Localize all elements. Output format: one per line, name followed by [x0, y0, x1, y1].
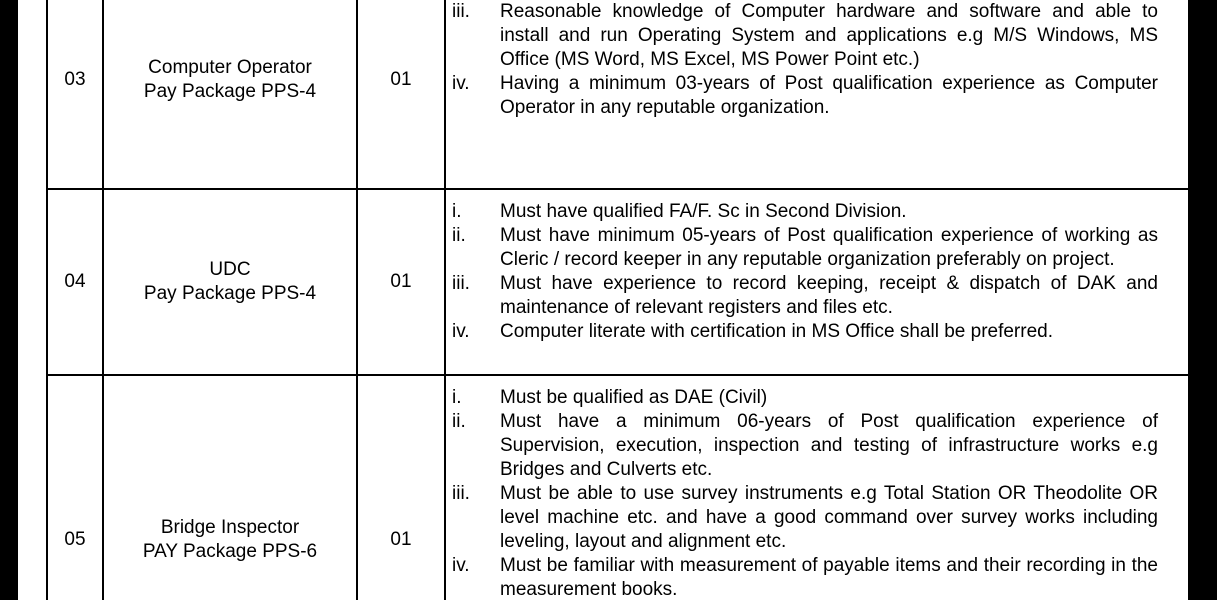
post-title: UDC	[209, 259, 251, 280]
item-number: i.	[452, 201, 462, 222]
item-text: Must have qualified FA/F. Sc in Second Division.	[500, 201, 907, 222]
job-requirements-table	[46, 0, 1188, 600]
list-item	[452, 410, 1158, 482]
list-item	[452, 482, 1158, 554]
requirements-cell	[445, 189, 1188, 375]
item-number: iv.	[452, 321, 470, 342]
item-text: Reasonable knowledge of Computer hardware and software and able to install and run Operating System and applications e.g M/S Windows, MS Office (MS Word, MS Excel, MS Power Point etc.)	[500, 1, 1158, 70]
document-page	[18, 0, 1188, 600]
item-text: Computer literate with certification in MS Office shall be preferred.	[500, 321, 1053, 342]
list-item	[452, 554, 1158, 600]
item-text: Having a minimum 03-years of Post qualification experience as Computer Operator in any reputable organization.	[500, 73, 1158, 118]
item-text: Must have a minimum 06-years of Post qualification experience of Supervision, execution, inspection and testing of infrastructure works e.g Bridges and Culverts etc.	[500, 411, 1158, 480]
table-row	[47, 375, 1188, 600]
item-number: iii.	[452, 483, 470, 504]
list-item	[452, 0, 1158, 72]
item-text: Must be able to use survey instruments e.g Total Station OR Theodolite OR level machine etc. and have a good command over survey works including leveling, layout and alignment etc.	[500, 483, 1158, 552]
post-cell	[103, 189, 357, 375]
list-item	[452, 272, 1158, 320]
pay-package: PAY Package PPS-6	[142, 541, 318, 562]
serial-number: 05	[47, 375, 103, 600]
item-text: Must be familiar with measurement of payable items and their recording in the measurement books.	[500, 555, 1158, 600]
serial-number: 04	[47, 189, 103, 375]
post-count: 01	[357, 0, 445, 189]
post-count: 01	[357, 189, 445, 375]
post-title: Computer Operator	[148, 57, 312, 78]
item-number: iii.	[452, 273, 470, 294]
requirements-cell	[445, 375, 1188, 600]
table-row	[47, 0, 1188, 189]
item-text: Must have minimum 05-years of Post qualification experience of working as Cleric / record keeper in any reputable organization preferably on project.	[500, 225, 1158, 270]
post-count: 01	[357, 375, 445, 600]
item-number: i.	[452, 387, 462, 408]
pay-package: Pay Package PPS-4	[143, 283, 317, 304]
list-item	[452, 224, 1158, 272]
serial-number: 03	[47, 0, 103, 189]
table-row	[47, 189, 1188, 375]
post-title: Bridge Inspector	[160, 517, 300, 538]
list-item	[452, 200, 1158, 224]
item-text: Must be qualified as DAE (Civil)	[500, 387, 768, 408]
item-number: iii.	[452, 1, 470, 22]
list-item	[452, 320, 1158, 344]
pay-package: Pay Package PPS-4	[143, 81, 317, 102]
item-number: ii.	[452, 411, 466, 432]
post-cell	[103, 375, 357, 600]
item-number: iv.	[452, 555, 470, 576]
list-item	[452, 386, 1158, 410]
post-cell	[103, 0, 357, 189]
list-item	[452, 72, 1158, 120]
item-number: ii.	[452, 225, 466, 246]
requirements-cell	[445, 0, 1188, 189]
item-text: Must have experience to record keeping, receipt & dispatch of DAK and maintenance of relevant registers and files etc.	[500, 273, 1158, 318]
item-number: iv.	[452, 73, 470, 94]
